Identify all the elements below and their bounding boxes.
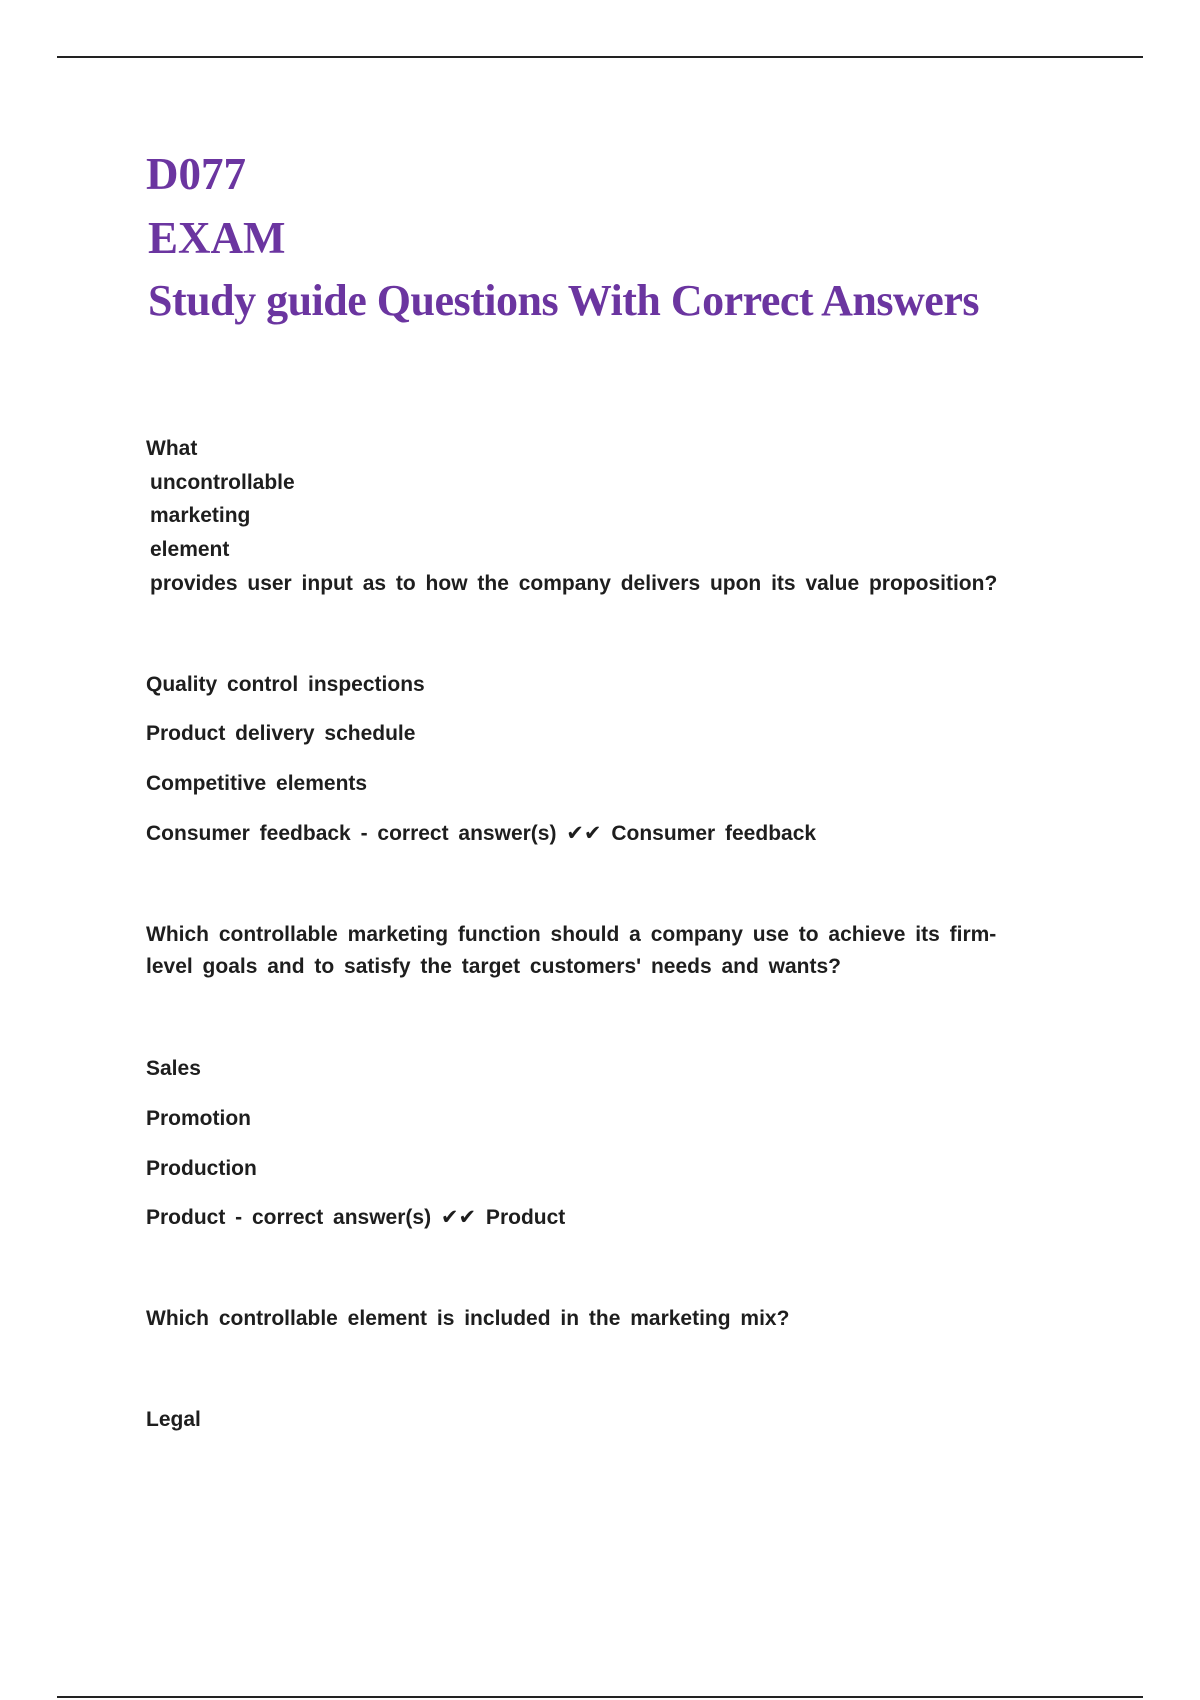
bottom-rule <box>57 1696 1143 1698</box>
title-course-code: D077 <box>146 149 246 199</box>
answer-option: Product delivery schedule <box>146 722 416 745</box>
question-2-line: Which controllable marketing function should a company use to achieve its firm- <box>146 923 997 946</box>
question-1-line: marketing <box>150 504 251 527</box>
question-1-line: uncontrollable <box>150 471 295 494</box>
correct-answer: Consumer feedback - correct answer(s) ✔✔ Consumer feedback <box>146 822 817 845</box>
title-exam: EXAM <box>148 213 286 263</box>
question-2-line: level goals and to satisfy the target customers' needs and wants? <box>146 955 842 978</box>
answer-option: Production <box>146 1157 257 1180</box>
title-subtitle: Study guide Questions With Correct Answers <box>148 276 979 325</box>
answer-option: Promotion <box>146 1107 251 1130</box>
answer-option: Quality control inspections <box>146 673 425 696</box>
answer-option: Legal <box>146 1408 201 1431</box>
question-1-line: provides user input as to how the company delivers upon its value proposition? <box>150 572 998 595</box>
question-1-line: What <box>146 437 198 460</box>
answer-option: Sales <box>146 1057 201 1080</box>
answer-option: Competitive elements <box>146 772 368 795</box>
question-3-line: Which controllable element is included in the marketing mix? <box>146 1307 790 1330</box>
top-rule <box>57 56 1143 58</box>
correct-answer: Product - correct answer(s) ✔✔ Product <box>146 1206 566 1229</box>
question-1-line: element <box>150 538 230 561</box>
